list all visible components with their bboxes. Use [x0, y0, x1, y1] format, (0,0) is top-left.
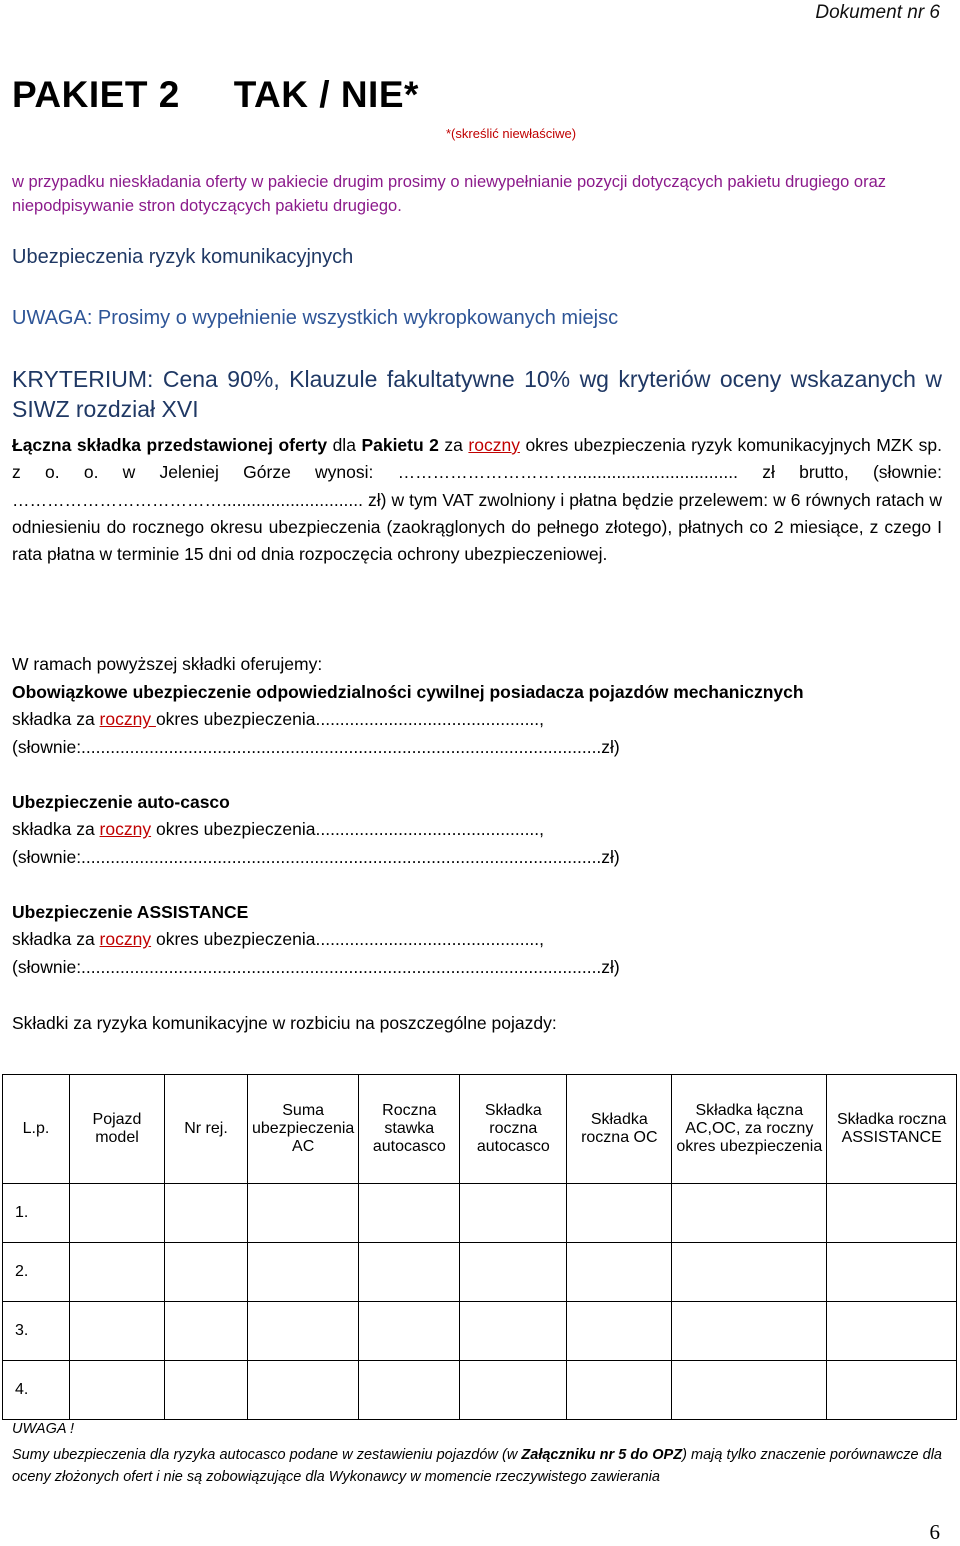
cell[interactable] [70, 1243, 165, 1302]
col-header-assistance: Składka roczna ASSISTANCE [827, 1075, 957, 1184]
cell[interactable] [248, 1243, 359, 1302]
cell[interactable] [70, 1302, 165, 1361]
cell[interactable] [460, 1361, 567, 1420]
package-label: Pakietu 2 [361, 435, 439, 455]
offer-assistance [12, 899, 620, 981]
text-fragment: okres ubezpieczenia.............................................., [155, 709, 545, 730]
cell[interactable] [827, 1184, 957, 1243]
table-row [3, 1302, 957, 1361]
offer-intro: W ramach powyższej składki oferujemy: [12, 654, 323, 674]
cell[interactable] [359, 1361, 460, 1420]
cell[interactable] [672, 1184, 827, 1243]
cell[interactable] [460, 1243, 567, 1302]
table-row [3, 1184, 957, 1243]
fill-in-warning: UWAGA: Prosimy o wypełnienie wszystkich wykropkowanych miejsc [12, 307, 619, 329]
cell[interactable] [165, 1361, 248, 1420]
col-header-total-premium: Składka łączna AC,OC, za roczny okres ubezpieczenia [672, 1075, 827, 1184]
text-fragment: składka za [12, 929, 100, 950]
offer-words-line: (słownie:...........................................................................................................zł) [12, 956, 620, 977]
col-header-lp: L.p. [3, 1075, 70, 1184]
cell[interactable] [165, 1184, 248, 1243]
row-number: 4. [3, 1361, 70, 1420]
cell[interactable] [827, 1243, 957, 1302]
cell[interactable] [827, 1302, 957, 1361]
col-header-rate: Roczna stawka autocasco [359, 1075, 460, 1184]
offer-ac [12, 789, 620, 871]
annual-highlight: roczny [468, 435, 520, 455]
total-premium-paragraph [12, 432, 942, 568]
footnote-text [12, 1444, 942, 1488]
text-fragment: ) mają tylko znaczenie porównawcze dla oceny złożonych ofert i nie są zobowiązujące dla Wykonawcy w momencie rzeczywistego zawierania [12, 1447, 942, 1485]
cell[interactable] [672, 1243, 827, 1302]
cell[interactable] [70, 1361, 165, 1420]
col-header-sum-insured: Suma ubezpieczenia AC [248, 1075, 359, 1184]
cell[interactable] [165, 1243, 248, 1302]
cell[interactable] [70, 1184, 165, 1243]
cell[interactable] [359, 1184, 460, 1243]
cell[interactable] [248, 1361, 359, 1420]
annual-highlight: roczny [99, 709, 156, 730]
cell[interactable] [460, 1302, 567, 1361]
cell[interactable] [672, 1302, 827, 1361]
text-fragment: okres ubezpieczenia.............................................., [151, 819, 545, 840]
cell[interactable] [165, 1302, 248, 1361]
cell[interactable] [359, 1302, 460, 1361]
cell[interactable] [827, 1361, 957, 1420]
document-number: Dokument nr 6 [815, 2, 940, 23]
row-number: 1. [3, 1184, 70, 1243]
cell[interactable] [359, 1243, 460, 1302]
offer-words-line: (słownie:...........................................................................................................zł) [12, 736, 620, 757]
offer-heading: Ubezpieczenie auto-casco [12, 792, 230, 812]
table-row [3, 1243, 957, 1302]
offer-heading: Ubezpieczenie ASSISTANCE [12, 902, 249, 922]
offer-oc [12, 679, 804, 761]
attachment-ref: Załączniku nr 5 do OPZ [521, 1447, 683, 1463]
row-number: 3. [3, 1302, 70, 1361]
col-header-oc-premium: Składka roczna OC [567, 1075, 672, 1184]
breakdown-intro: Składki za ryzyka komunikacyjne w rozbiciu na poszczególne pojazdy: [12, 1013, 557, 1033]
offer-premium-line [12, 706, 804, 733]
strike-note: *(skreślić niewłaściwe) [446, 126, 577, 141]
cell[interactable] [567, 1243, 672, 1302]
section-title: Ubezpieczenia ryzyk komunikacyjnych [12, 246, 354, 268]
cell[interactable] [672, 1361, 827, 1420]
total-premium-label: Łączna składka przedstawionej oferty [12, 435, 328, 455]
criteria-text: KRYTERIUM: Cena 90%, Klauzule fakultatywne 10% wg kryteriów oceny wskazanych w SIWZ rozdział XVI [12, 366, 942, 422]
page-number: 6 [929, 1520, 940, 1544]
row-number: 2. [3, 1243, 70, 1302]
text-fragment: składka za [12, 819, 100, 840]
package-notice: w przypadku nieskładania oferty w pakiecie drugim prosimy o niewypełnianie pozycji dotyczących pakietu drugiego oraz niepodpisywanie stron dotyczących pakietu drugiego. [12, 173, 887, 215]
cell[interactable] [248, 1184, 359, 1243]
col-header-ac-premium: Składka roczna autocasco [460, 1075, 567, 1184]
col-header-reg: Nr rej. [165, 1075, 248, 1184]
text-fragment: okres ubezpieczenia.............................................., [151, 929, 545, 950]
cell[interactable] [248, 1302, 359, 1361]
cell[interactable] [567, 1302, 672, 1361]
text-fragment: okres ubezpieczenia ryzyk komunikacyjnych MZK sp. z o. o. w Jeleniej Górze wynosi: ………………………….................................. zł brutto, (słownie: ………………………………............................. zł) w tym VAT zwolniony i płatna będzie przelewem: w 6 równych ratach w odniesieniu do rocznego okresu ubezpieczenia (zaokrąglonych do pełnego złotego), płatnych co 2 miesiące, z czego I rata płatna w terminie 15 dni od dnia rozpoczęcia ochrony ubezpieczeniowej. [12, 435, 942, 565]
offer-premium-line [12, 926, 620, 953]
cell[interactable] [567, 1361, 672, 1420]
table-row [3, 1361, 957, 1420]
offer-premium-line [12, 816, 620, 843]
cell[interactable] [567, 1184, 672, 1243]
footnote-title: UWAGA ! [12, 1421, 75, 1437]
text-fragment: składka za [12, 709, 100, 730]
cell[interactable] [460, 1184, 567, 1243]
text-fragment: za [438, 435, 469, 455]
table-header-row [3, 1075, 957, 1184]
col-header-vehicle: Pojazd model [70, 1075, 165, 1184]
annual-highlight: roczny [99, 819, 152, 840]
text-fragment: Sumy ubezpieczenia dla ryzyka autocasco podane w zestawieniu pojazdów (w [12, 1447, 522, 1463]
offer-words-line: (słownie:...........................................................................................................zł) [12, 846, 620, 867]
text-fragment: dla [327, 435, 362, 455]
annual-highlight: roczny [99, 929, 152, 950]
offer-heading: Obowiązkowe ubezpieczenie odpowiedzialności cywilnej posiadacza pojazdów mechanicznych [12, 682, 804, 702]
vehicle-premium-table [2, 1074, 957, 1420]
package-title: PAKIET 2 TAK / NIE* [12, 74, 419, 115]
